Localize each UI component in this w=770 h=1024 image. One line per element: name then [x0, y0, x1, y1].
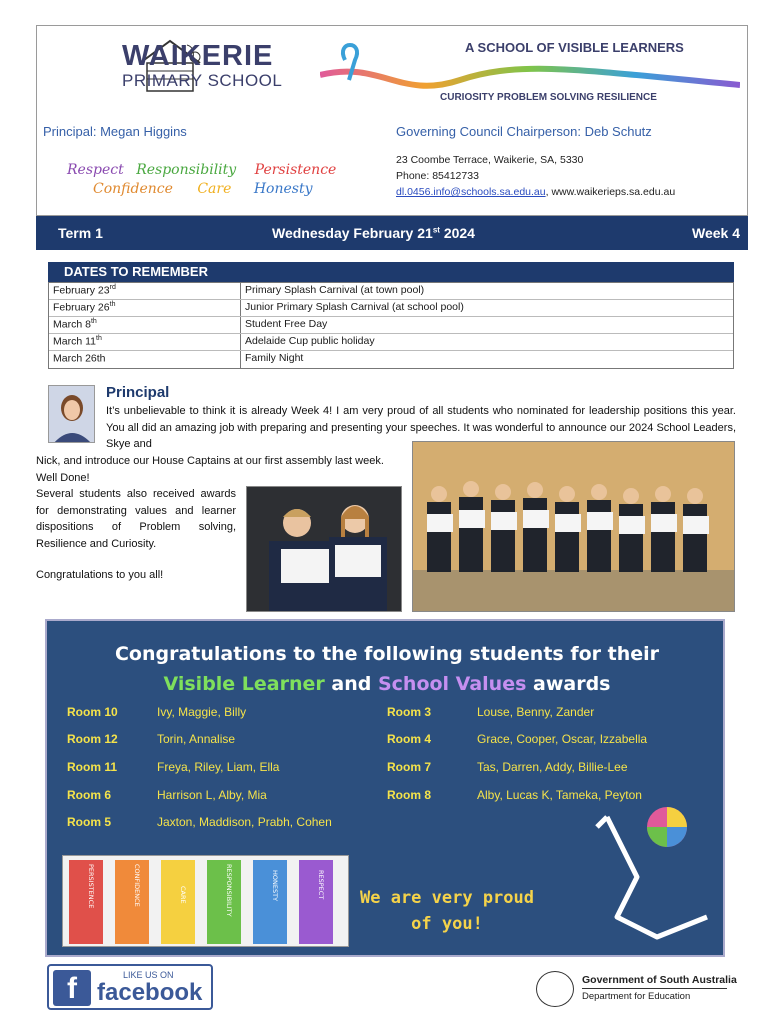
award-names: Torin, Annalise [157, 732, 236, 746]
banner-bottom-text: CURIOSITY PROBLEM SOLVING RESILIENCE [440, 92, 657, 103]
divider [582, 988, 727, 989]
facebook-like-button[interactable] [47, 964, 213, 1010]
award-names: Louse, Benny, Zander [477, 705, 595, 719]
award-room: Room 6 [67, 788, 112, 802]
table-row: March 11th Adelaide Cup public holiday [49, 334, 733, 351]
email-link[interactable]: dl.0456.info@schools.sa.edu.au [396, 186, 546, 198]
award-room: Room 4 [387, 732, 432, 746]
term-bar [36, 216, 748, 250]
principal-photo [48, 385, 95, 443]
strip-value: CONFIDENCE [133, 864, 141, 907]
student-award-photo [246, 486, 402, 612]
table-row: March 8th Student Free Day [49, 317, 733, 334]
strip-value: RESPECT [317, 870, 325, 900]
value-honesty: Honesty [253, 181, 313, 197]
award-names: Tas, Darren, Addy, Billie-Lee [477, 760, 628, 774]
term-label: Term 1 [58, 225, 103, 241]
value-persistence: Persistence [254, 162, 337, 178]
award-names: Jaxton, Maddison, Prabh, Cohen [157, 815, 332, 829]
table-row: February 26th Junior Primary Splash Carnival (at school pool) [49, 300, 733, 317]
strip-value: CARE [179, 886, 187, 904]
contact-details [396, 152, 675, 200]
awards-panel [45, 619, 725, 957]
department-name: Department for Education [582, 991, 691, 1002]
school-values-row2 [93, 181, 313, 197]
award-room: Room 7 [387, 760, 432, 774]
government-name: Government of South Australia [582, 974, 737, 986]
principal-paragraph-2: Nick, and introduce our House Captains at our first assembly last week. Well Done! [36, 455, 384, 484]
value-responsibility: Responsibility [136, 162, 237, 178]
chairperson-name: Governing Council Chairperson: Deb Schutz [396, 124, 652, 139]
table-row: February 23rd Primary Splash Carnival (at town pool) [49, 283, 733, 300]
award-room: Room 12 [67, 732, 118, 746]
principal-name: Principal: Megan Higgins [43, 124, 187, 139]
award-room: Room 11 [67, 760, 118, 774]
principal-paragraph-1: It’s unbelievable to think it is already Week 4! I am very proud of all students who nominated for leadership positions this year. You all did an amazing job with preparing and presenting your speeches. It was wonderful to announce our 2024 School Leaders, Skye and [106, 405, 736, 450]
school-name: WAIKERIE [122, 40, 274, 72]
award-room: Room 10 [67, 705, 118, 719]
dates-title: DATES TO REMEMBER [48, 262, 734, 282]
house-captains-photo [412, 441, 735, 612]
strip-value: PERSISTENCE [87, 864, 95, 909]
awards-subtitle: Visible Learner and School Values awards [163, 673, 611, 695]
principal-heading: Principal [106, 384, 170, 401]
school-values-row1 [67, 162, 336, 178]
award-names: Freya, Riley, Liam, Ella [157, 760, 280, 774]
award-names: Harrison L, Alby, Mia [157, 788, 267, 802]
sa-crest-icon [536, 971, 574, 1007]
value-confidence: Confidence [93, 181, 173, 197]
school-subtitle: PRIMARY SCHOOL [122, 71, 283, 90]
facebook-like-text: LIKE US ON [123, 970, 174, 980]
phone-line: Phone: 85412733 [396, 170, 479, 182]
website-text: , www.waikerieps.sa.edu.au [545, 186, 676, 198]
banner-top-text: A SCHOOL OF VISIBLE LEARNERS [465, 40, 684, 55]
award-room: Room 3 [387, 705, 432, 719]
dates-table [48, 282, 734, 369]
award-names: Grace, Cooper, Oscar, Izzabella [477, 732, 648, 746]
week-label: Week 4 [692, 225, 740, 241]
strip-value: HONESTY [271, 870, 279, 902]
value-care: Care [197, 181, 232, 197]
celebrating-figure-icon [567, 797, 717, 947]
principal-paragraph-4: Congratulations to you all! [36, 569, 164, 581]
facebook-icon: f [53, 970, 91, 1006]
newsletter-date: Wednesday February 21st 2024 [272, 225, 475, 241]
award-room: Room 8 [387, 788, 432, 802]
value-respect: Respect [67, 162, 124, 178]
award-names: Ivy, Maggie, Billy [157, 705, 247, 719]
values-strip [62, 855, 349, 947]
visible-learners-banner [320, 30, 740, 110]
awards-title: Congratulations to the following students for their [114, 643, 660, 665]
table-row: March 26th Family Night [49, 351, 733, 368]
facebook-wordmark: facebook [97, 979, 203, 1006]
proud-message: We are very proud of you! [360, 888, 534, 934]
strip-value: RESPONSIBILITY [225, 864, 233, 917]
address-line: 23 Coombe Terrace, Waikerie, SA, 5330 [396, 154, 584, 166]
award-room: Room 5 [67, 815, 112, 829]
principal-paragraph-3: Several students also received awards for demonstrating values and learner dispositions of Problem solving, Resilience and Curiosity. [36, 488, 236, 550]
award-names: Alby, Lucas K, Tameka, Peyton [477, 788, 642, 802]
